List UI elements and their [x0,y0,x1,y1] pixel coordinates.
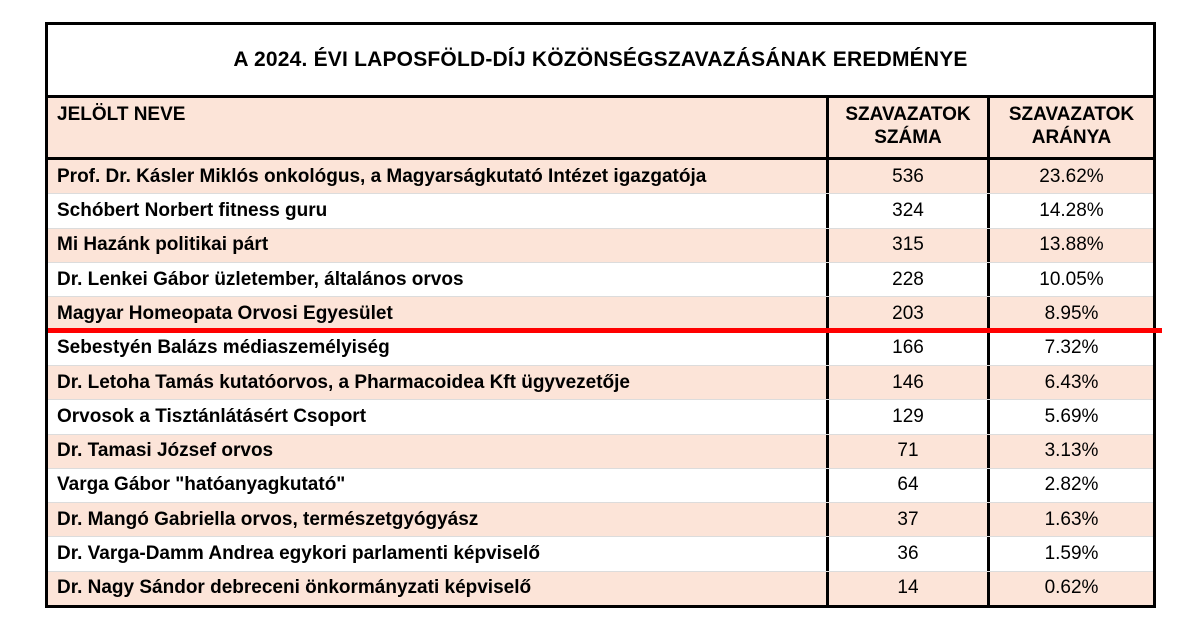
candidate-name: Mi Hazánk politikai párt [57,234,269,256]
vote-share: 1.59% [987,537,1153,570]
results-table [45,22,1156,608]
candidate-name: Dr. Lenkei Gábor üzletember, általános orvos [57,268,464,290]
vote-count: 64 [826,469,987,502]
candidate-name: Schóbert Norbert fitness guru [57,199,328,221]
vote-share: 0.62% [987,572,1153,605]
vote-count: 146 [826,366,987,399]
vote-share: 6.43% [987,366,1153,399]
vote-count: 14 [826,572,987,605]
vote-count: 315 [826,229,987,262]
candidate-name: Dr. Letoha Tamás kutatóorvos, a Pharmacoidea Kft ügyvezetője [57,371,630,393]
vote-count: 37 [826,503,987,536]
vote-count: 536 [826,160,987,193]
table-body [48,160,1153,605]
vote-share: 5.69% [987,400,1153,433]
vote-share: 3.13% [987,435,1153,468]
candidate-name: Magyar Homeopata Orvosi Egyesület [57,302,393,324]
vote-share: 1.63% [987,503,1153,536]
vote-share: 23.62% [987,160,1153,193]
candidate-name: Prof. Dr. Kásler Miklós onkológus, a Magyarságkutató Intézet igazgatója [57,165,707,187]
table-row [48,332,1153,366]
table-row [48,400,1153,434]
table-row [48,297,1153,331]
vote-share: 7.32% [987,332,1153,365]
vote-share: 14.28% [987,194,1153,227]
table-row [48,469,1153,503]
candidate-name: Varga Gábor "hatóanyagkutató" [57,474,346,496]
candidate-name: Dr. Tamasi József orvos [57,440,274,462]
table-header-row [48,98,1153,160]
candidate-name: Dr. Nagy Sándor debreceni önkormányzati képviselő [57,577,532,599]
table-title-row [48,25,1153,98]
vote-count: 324 [826,194,987,227]
column-header-vote-share: SZAVAZATOK ARÁNYA [987,98,1153,157]
vote-share: 13.88% [987,229,1153,262]
table-title: A 2024. ÉVI LAPOSFÖLD-DÍJ KÖZÖNSÉGSZAVAZÁSÁNAK EREDMÉNYE [233,48,968,71]
vote-count: 228 [826,263,987,296]
vote-count: 129 [826,400,987,433]
vote-share: 10.05% [987,263,1153,296]
table-row [48,263,1153,297]
column-header-vote-count: SZAVAZATOK SZÁMA [826,98,987,157]
candidate-name: Dr. Varga-Damm Andrea egykori parlamenti képviselő [57,543,540,565]
table-row [48,229,1153,263]
vote-share: 2.82% [987,469,1153,502]
vote-count: 36 [826,537,987,570]
vote-count: 71 [826,435,987,468]
candidate-name: Dr. Mangó Gabriella orvos, természetgyógyász [57,508,479,530]
cutoff-line [48,328,1162,333]
table-row [48,572,1153,605]
table-row [48,537,1153,571]
candidate-name: Sebestyén Balázs médiaszemélyiség [57,337,390,359]
column-header-candidate-name: JELÖLT NEVE [57,104,186,125]
table-row [48,194,1153,228]
vote-count: 203 [826,297,987,330]
vote-count: 166 [826,332,987,365]
vote-share: 8.95% [987,297,1153,330]
table-row [48,435,1153,469]
table-row [48,366,1153,400]
table-row [48,160,1153,194]
candidate-name: Orvosok a Tisztánlátásért Csoport [57,405,367,427]
table-row [48,503,1153,537]
